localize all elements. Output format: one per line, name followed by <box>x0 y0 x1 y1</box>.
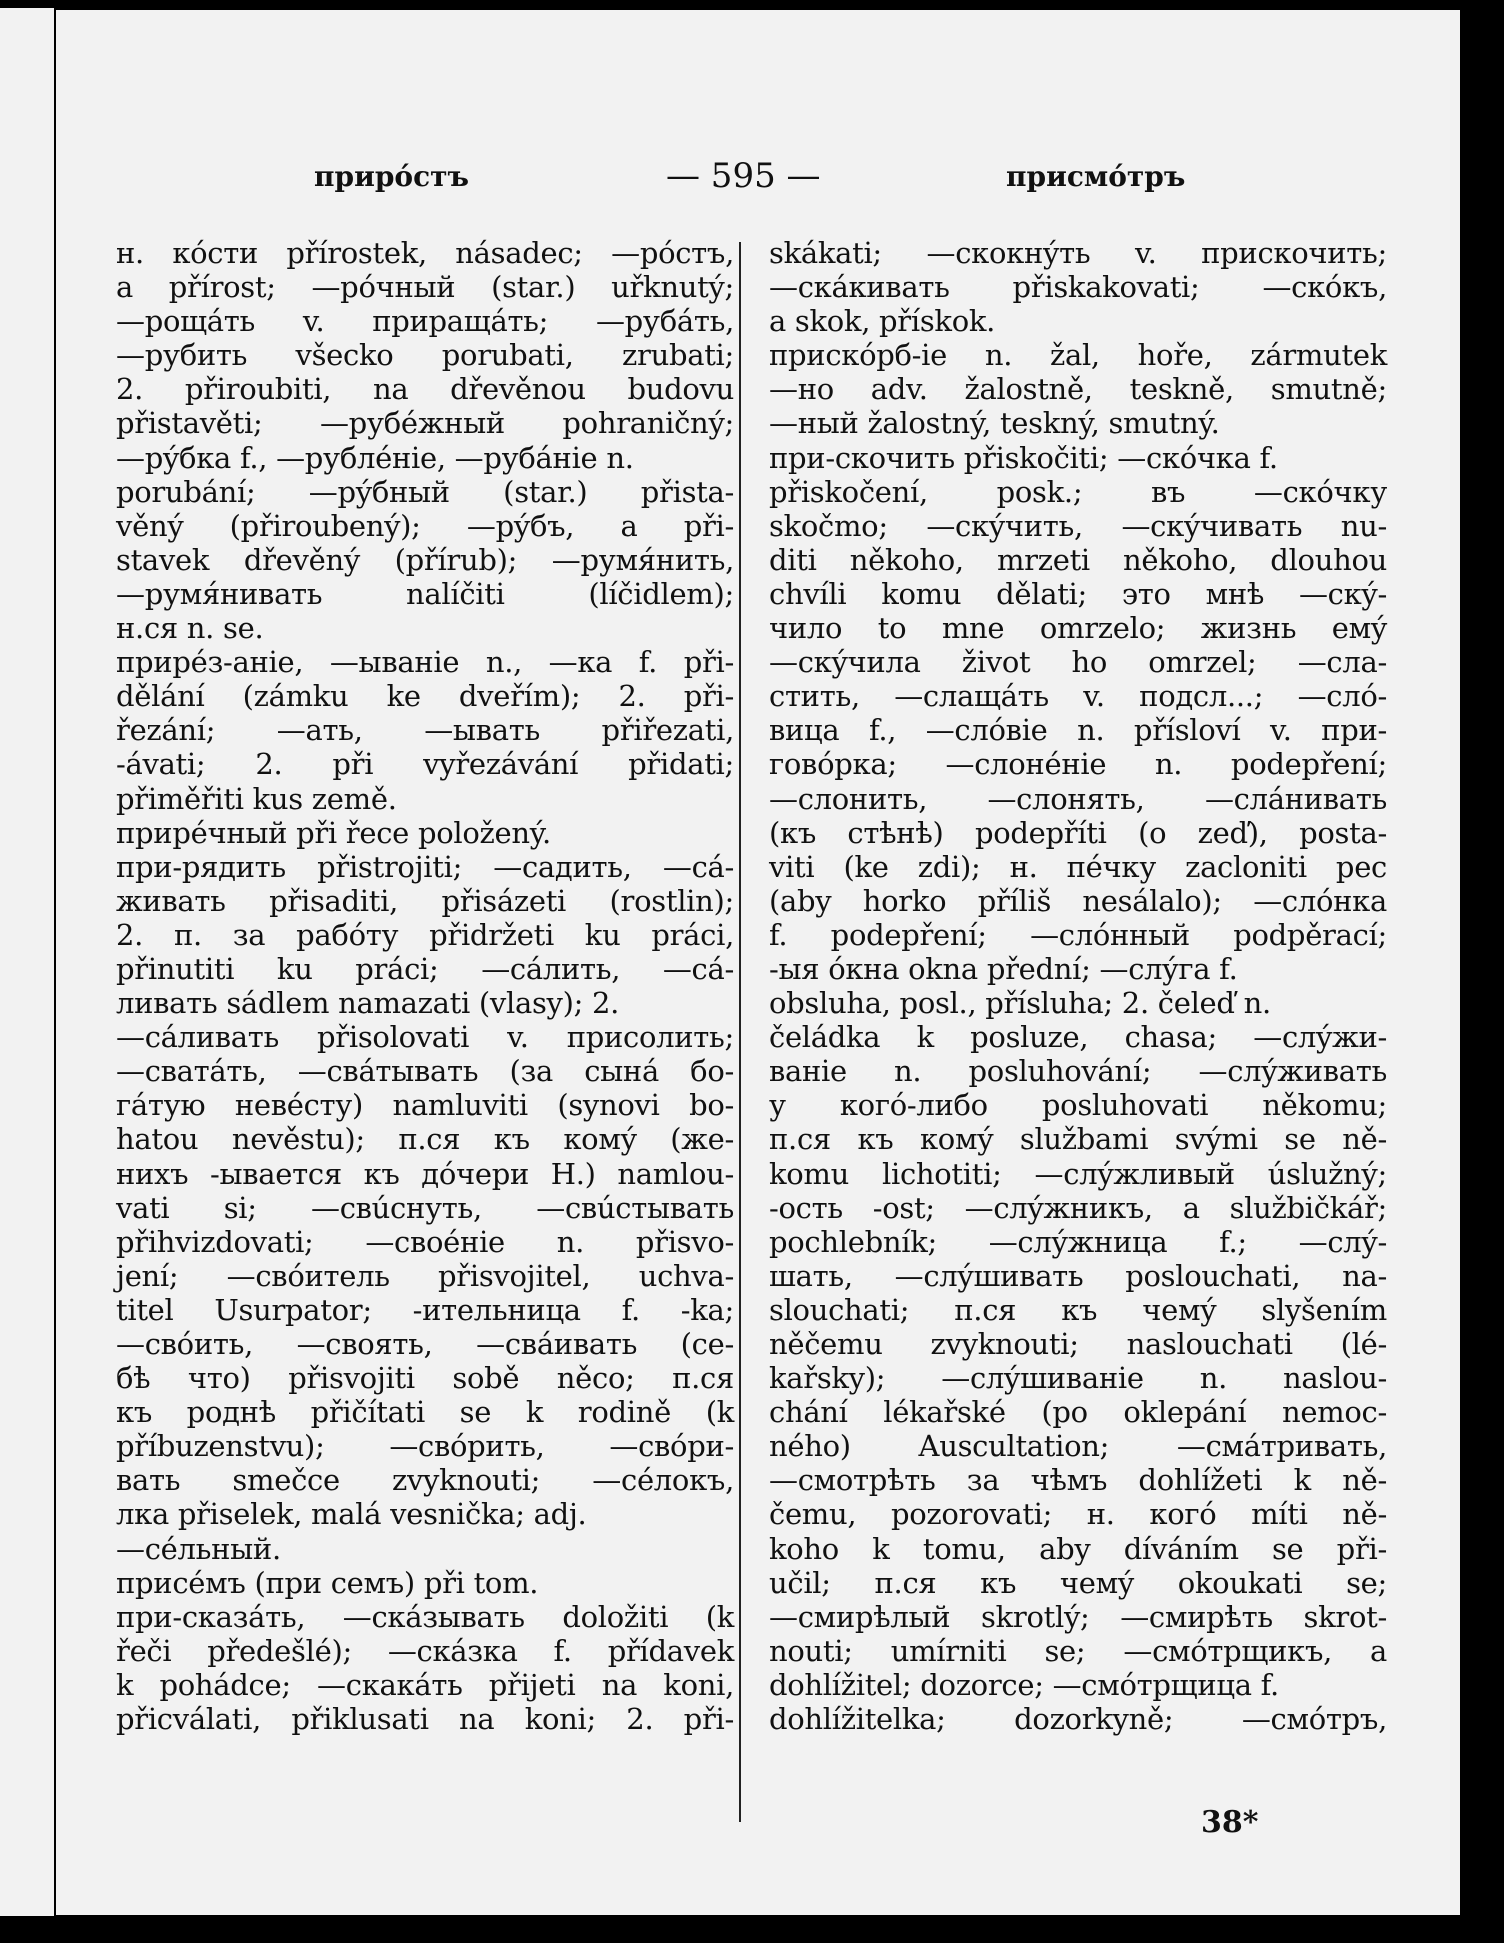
text-line: přicválati, přiklusati na koni; 2. při- <box>116 1702 734 1737</box>
text-line: —рощáть v. приращáть; —рубáть, <box>116 304 734 339</box>
text-line: —смотрѣть за чѣмъ dohlížeti k ně- <box>769 1463 1387 1498</box>
text-line: ваніе n. posluhování; —слýживать <box>769 1054 1387 1089</box>
text-line: при-скочить přiskočiti; —скóчка f. <box>769 440 1278 475</box>
text-line: koho k tomu, aby díváním se při- <box>769 1531 1387 1566</box>
text-line: obsluha, posl., přísluha; 2. čeleď n. <box>769 986 1271 1021</box>
text-line: у когó-либо posluhovati někomu; <box>769 1088 1387 1123</box>
text-line: pochlebník; —слýжница f.; —слý- <box>769 1224 1387 1259</box>
text-line: —слонить, —слонять, —слáнивать <box>769 781 1387 816</box>
text-line: къ роднѣ přičítati se k rodině (k <box>116 1395 734 1430</box>
text-line: řeči předešlé); —скáзка f. přídavek <box>116 1633 734 1668</box>
text-line: přiměřiti kus země. <box>116 781 397 816</box>
page-number: — 595 — <box>666 156 821 196</box>
text-line: вица f., —слóвіе n. přísloví v. при- <box>769 713 1387 748</box>
right-column <box>769 236 1387 1736</box>
text-line: ného) Auscultation; —смáтривать, <box>769 1429 1387 1464</box>
text-line: —скáкивать přiskakovati; —скóкъ, <box>769 270 1387 305</box>
text-line: čemu, pozorovati; н. когó míti ně- <box>769 1497 1387 1532</box>
text-line: titel Usurpator; -ительница f. -ka; <box>116 1292 734 1327</box>
text-line: —свóить, —своять, —свáивать (се- <box>116 1327 734 1361</box>
text-line: приpéз-аніе, —ываніе n., —ка f. při- <box>116 645 734 680</box>
text-line: komu lichotiti; —слýжливый úslužný; <box>769 1156 1387 1191</box>
text-line: učil; п.ся къ чемý okoukati se; <box>769 1565 1387 1600</box>
text-line: —ный žalostný, teskný, smutný. <box>769 406 1220 441</box>
text-line: skočmo; —скýчить, —скýчивать nu- <box>769 508 1387 543</box>
text-line: бѣ что) přisvojiti sobě něco; п.ся <box>116 1361 734 1396</box>
text-line: приpéчный při řece položený. <box>116 815 551 850</box>
text-line: вать smečce zvyknouti; —сéлокъ, <box>116 1463 734 1498</box>
header-right-guideword: присмóтръ <box>1006 160 1186 193</box>
text-line: п.ся къ комý službami svými se ně- <box>769 1122 1387 1157</box>
text-line: slouchati; п.ся къ чемý slyšením <box>769 1292 1387 1327</box>
text-line: diti někoho, mrzeti někoho, dlouhou <box>769 542 1387 577</box>
text-line: přistavěti; —рубéжный pohraničný; <box>116 406 734 441</box>
text-line: viti (ke zdi); н. пéчку zacloniti pec <box>769 849 1387 884</box>
text-line: kařsky); —слýшиваніе n. naslou- <box>769 1361 1387 1396</box>
text-line: příbuzenstvu); —свóрить, —свóри- <box>116 1429 734 1464</box>
left-column <box>116 236 734 1736</box>
text-line: —румя́нивать nalíčiti (líčidlem); <box>116 576 734 611</box>
text-line: něčemu zvyknouti; naslouchati (lé- <box>769 1327 1387 1361</box>
text-line: (aby horko příliš nesálalo); —слóнка <box>769 883 1387 918</box>
previous-page-edge <box>0 8 54 1916</box>
text-line: —сáливать přisolovati v. присолить; <box>116 1020 734 1055</box>
text-line: vati si; —свúснуть, —свúстывать <box>116 1190 734 1225</box>
text-line: —но adv. žalostně, teskně, smutně; <box>769 372 1387 407</box>
text-line: живать přisaditi, přisázeti (rostlin); <box>116 883 734 918</box>
text-line: —сватáть, —свáтывать (за сынá бо- <box>116 1054 734 1089</box>
text-line: лка přiselek, malá vesnička; adj. <box>116 1497 587 1532</box>
column-divider <box>739 242 741 1822</box>
text-line: —сéльный. <box>116 1531 281 1566</box>
text-line: -ávati; 2. při vyřezávání přidati; <box>116 747 734 782</box>
text-line: přinutiti ku práci; —сáлить, —сá- <box>116 951 734 986</box>
text-line: гáтую невéсту) namluviti (synovi bo- <box>116 1088 734 1123</box>
text-line: chvíli komu dělati; это мнѣ —скý- <box>769 576 1387 611</box>
text-line: н.ся n. se. <box>116 611 264 646</box>
text-line: věný (přiroubený); —рýбъ, a při- <box>116 508 734 543</box>
text-line: —скýчила život ho omrzel; —сла- <box>769 645 1387 680</box>
text-line: skákati; —скокнýть v. прискочить; <box>769 236 1387 270</box>
text-line: —рубить všecko porubati, zrubati; <box>116 338 734 373</box>
text-line: porubání; —рýбный (star.) přista- <box>116 474 734 509</box>
text-line: a přírost; —рóчный (star.) uřknutý; <box>116 270 734 305</box>
text-line: dohlížitel; dozorce; —смóтрщица f. <box>769 1667 1279 1702</box>
text-line: nouti; umírniti se; —смóтрщикъ, a <box>769 1633 1387 1668</box>
header-left-guideword: прирóстъ <box>314 160 469 193</box>
text-line: jení; —свóитель přisvojitel, uchva- <box>116 1258 734 1293</box>
text-line: (къ стѣнѣ) podepříti (o zeď), posta- <box>769 815 1387 850</box>
running-head <box>56 156 1460 200</box>
signature-mark: 38* <box>1201 1805 1259 1840</box>
text-line: chání lékařské (po oklepání nemoc- <box>769 1395 1387 1430</box>
text-line: k pohádce; —скакáть přijeti na koni, <box>116 1667 734 1702</box>
text-line: dělání (zámku ke dveřím); 2. při- <box>116 679 734 714</box>
text-line: присéмъ (при семъ) při tom. <box>116 1565 539 1600</box>
text-line: stavek dřevěný (přírub); —румя́нить, <box>116 542 734 577</box>
text-line: čeládka k posluze, chasa; —слýжи- <box>769 1020 1387 1055</box>
text-line: прискóрб-іе n. žal, hoře, zármutek <box>769 338 1387 373</box>
text-line: чило to mne omrzelo; жизнь емý <box>769 611 1387 646</box>
text-line: шать, —слýшивать poslouchati, na- <box>769 1258 1387 1293</box>
text-line: -ость -ost; —слýжникъ, a službičkář; <box>769 1190 1387 1225</box>
text-line: 2. přiroubiti, na dřevěnou budovu <box>116 372 734 407</box>
text-line: —рýбка f., —рублéніе, —рубáніе n. <box>116 440 634 475</box>
text-line: при-рядить přistrojiti; —садить, —сá- <box>116 849 734 884</box>
text-line: hatou nevěstu); п.ся къ комý (же- <box>116 1122 734 1157</box>
text-line: 2. п. за рабóту přidržeti ku práci, <box>116 917 734 952</box>
text-line: řezání; —ать, —ывать přiřezati, <box>116 713 734 748</box>
text-line: f. podepření; —слóнный podpěrací; <box>769 917 1387 952</box>
text-line: при-сказáть, —скáзывать doložiti (k <box>116 1599 734 1634</box>
dictionary-page <box>56 10 1460 1915</box>
text-line: přihvizdovati; —своéніе n. přisvo- <box>116 1224 734 1259</box>
text-line: přiskočení, posk.; въ —скóчку <box>769 474 1387 509</box>
text-line: нихъ -ывается къ дóчери Н.) namlou- <box>116 1156 734 1191</box>
text-line: ливать sádlem namazati (vlasy); 2. <box>116 986 620 1021</box>
text-line: н. кóсти přírostek, násadec; —рóстъ, <box>116 236 734 270</box>
text-line: говóрка; —слонéніе n. podepření; <box>769 747 1387 782</box>
text-line: -ыя óкна okna přední; —слýга f. <box>769 951 1238 986</box>
text-line: a skok, přískok. <box>769 304 996 339</box>
text-line: стить, —слащáть v. подсл...; —слó- <box>769 679 1387 714</box>
text-line: dohlížitelka; dozorkyně; —смóтръ, <box>769 1702 1387 1737</box>
text-line: —смирѣлый skrotlý; —смирѣть skrot- <box>769 1599 1387 1634</box>
